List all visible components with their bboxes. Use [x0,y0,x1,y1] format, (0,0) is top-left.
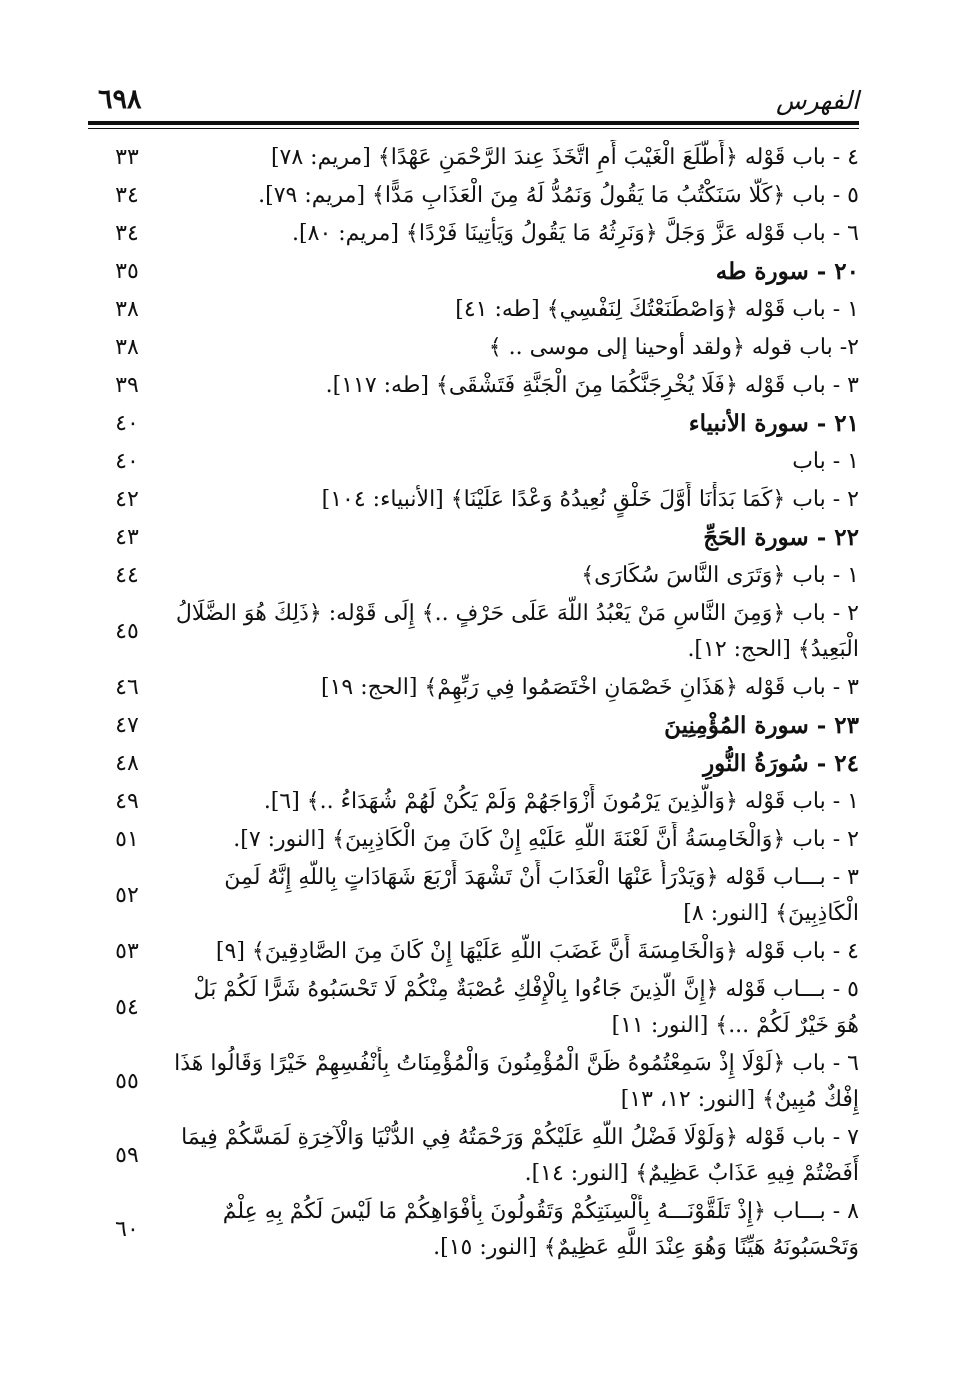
entry-page-number: ٤٢ [115,487,139,512]
entry-page-number: ٣٨ [115,297,139,322]
entry-page-number: ٤٦ [115,675,139,700]
entry-title: ١ - باب ﴿وَتَرَى النَّاسَ سُكَارَى﴾ [581,563,859,588]
entry-page-number: ٤٠ [115,411,139,436]
entry-title: ٣ - باب قَوْله ﴿هَذَانِ خَصْمَانِ اخْتَصَمُوا فِي رَبِّهِمْ﴾ [الحج: ١٩] [320,675,859,700]
surah-heading [88,746,859,784]
toc-entry [88,860,859,934]
toc-entry [88,972,859,1046]
surah-title: ٢٠ - سورة طه [715,258,859,285]
entry-title: ٧ - باب قَوْله ﴿وَلَوْلَا فَضْلُ اللَّهِ عَلَيْكُمْ وَرَحْمَتُهُ فِي الدُّنْيَا وَالْآخِرَةِ لَمَسَّكُمْ فِيمَا أَفَضْتُمْ فِيهِ عَذَابٌ عَظِيمٌ﴾ [النور: ١٤]. [181,1125,859,1186]
entry-title: ٣ - بـــاب قَوْله ﴿وَيَدْرَأُ عَنْهَا الْعَذَابَ أَنْ تَشْهَدَ أَرْبَعَ شَهَادَاتٍ بِاللَّهِ إِنَّهُ لَمِنَ الْكَاذِبِينَ﴾ [النور: ٨] [224,865,859,926]
entry-page-number: ٤٧ [115,713,139,738]
entry-page-number: ٥١ [115,827,139,852]
entry-title: ٦ - باب ﴿لَوْلَا إِذْ سَمِعْتُمُوهُ ظَنَّ الْمُؤْمِنُونَ وَالْمُؤْمِنَاتُ بِأَنْفُسِهِمْ خَيْرًا وَقَالُوا هَذَا إِفْكٌ مُبِينٌ﴾ [النور: ١٢، ١٣] [174,1051,859,1112]
entry-title: ٢ - باب ﴿وَمِنَ النَّاسِ مَنْ يَعْبُدُ اللَّهَ عَلَى حَرْفٍ ..﴾ إِلَى قَوْله: ﴿ذَلِكَ هُوَ الضَّلَالُ الْبَعِيدُ﴾ [الحج: ١٢]. [175,601,859,662]
entry-page-number: ٥٥ [115,1069,139,1094]
entry-page-number: ٤٣ [115,525,139,550]
table-of-contents [88,140,859,1268]
entry-title: ٦ - باب قَوْله عَزَّ وَجَلَّ ﴿وَنَرِثُهُ مَا يَقُولُ وَيَأْتِينَا فَرْدًا﴾ [مريم: ٨٠]. [292,221,859,246]
entry-title: ١ - باب قَوْله ﴿وَالَّذِينَ يَرْمُونَ أَزْوَاجَهُمْ وَلَمْ يَكُنْ لَهُمْ شُهَدَاءُ ..﴾ [٦]. [263,789,859,814]
entry-title: ٥ - باب ﴿كَلَّا سَنَكْتُبُ مَا يَقُولُ وَنَمُدُّ لَهُ مِنَ الْعَذَابِ مَدًّا﴾ [مريم: ٧٩]. [258,183,859,208]
entry-page-number: ٤٨ [115,751,139,776]
entry-page-number: ٣٨ [115,335,139,360]
surah-title: ٢٣ - سورة المُؤْمِنِينَ [664,712,859,739]
toc-entry [88,596,859,670]
toc-entry [88,670,859,708]
toc-entry [88,934,859,972]
entry-page-number: ٤٥ [115,619,139,644]
entry-title: ١ - باب [792,449,859,474]
header-rule-thick [88,121,859,125]
entry-title: ٢- باب قوله ﴿ولقد أوحينا إلى موسى .. ﴾ [488,335,859,360]
toc-entry [88,482,859,520]
toc-entry [88,1120,859,1194]
toc-entry [88,178,859,216]
surah-heading [88,708,859,746]
entry-title: ٤ - باب قَوْله ﴿أَطَّلَعَ الْغَيْبَ أَمِ اتَّخَذَ عِندَ الرَّحْمَنِ عَهْدًا﴾ [مريم: ٧٨] [270,145,859,170]
entry-page-number: ٤٠ [115,449,139,474]
surah-title: ٢٤ - سُورَةُ النُّورِ [703,750,859,777]
header-rule-thin [88,128,859,129]
page-header [88,82,859,118]
surah-heading [88,406,859,444]
page-number: ٦٩٨ [98,84,142,115]
entry-title: ٤ - باب قَوْله ﴿وَالْخَامِسَةَ أَنَّ غَضَبَ اللَّهِ عَلَيْهَا إِنْ كَانَ مِنَ الصَّادِقِينَ﴾ [٩] [215,939,859,964]
entry-page-number: ٣٩ [115,373,139,398]
surah-title: ٢٢ - سورة الحَجِّ [703,524,859,551]
entry-page-number: ٥٤ [115,995,139,1020]
toc-entry [88,1194,859,1268]
entry-title: ٢ - باب ﴿كَمَا بَدَأْنَا أَوَّلَ خَلْقٍ نُعِيدُهُ وَعْدًا عَلَيْنَا﴾ [الأنبياء: ١٠٤] [321,487,859,512]
toc-entry [88,784,859,822]
entry-page-number: ٦٠ [115,1217,139,1242]
toc-entry [88,140,859,178]
entry-title: ٥ - بـــاب قَوْله ﴿إِنَّ الَّذِينَ جَاءُوا بِالْإِفْكِ عُصْبَةٌ مِنْكُمْ لَا تَحْسَبُوهُ شَرًّا لَكُمْ بَلْ هُوَ خَيْرٌ لَكُمْ ...﴾ [النور: ١١] [193,977,859,1038]
entry-page-number: ٥٣ [115,939,139,964]
surah-heading [88,254,859,292]
entry-page-number: ٣٤ [115,183,139,208]
toc-entry [88,368,859,406]
toc-entry [88,1046,859,1120]
toc-entry [88,558,859,596]
entry-title: ٨ - بـــاب ﴿إِذْ تَلَقَّوْنَـــهُ بِأَلْسِنَتِكُمْ وَتَقُولُونَ بِأَفْوَاهِكُمْ مَا لَيْسَ لَكُمْ بِهِ عِلْمٌ وَتَحْسَبُونَهُ هَيِّنًا وَهُوَ عِنْدَ اللَّهِ عَظِيمٌ﴾ [النور: ١٥]. [222,1199,859,1260]
entry-page-number: ٤٩ [115,789,139,814]
entry-page-number: ٣٤ [115,221,139,246]
running-title: الفهرس [775,86,859,115]
entry-title: ٣ - باب قَوْله ﴿فَلَا يُخْرِجَنَّكُمَا مِنَ الْجَنَّةِ فَتَشْقَى﴾ [طه: ١١٧]. [325,373,859,398]
entry-title: ١ - باب قَوْله ﴿وَاصْطَنَعْتُكَ لِنَفْسِي﴾ [طه: ٤١] [455,297,859,322]
entry-page-number: ٣٥ [115,259,139,284]
toc-entry [88,216,859,254]
surah-heading [88,520,859,558]
toc-entry [88,330,859,368]
entry-page-number: ٤٤ [115,563,139,588]
toc-entry [88,292,859,330]
surah-title: ٢١ - سورة الأنبياء [688,410,859,437]
toc-entry [88,444,859,482]
entry-title: ٢ - باب ﴿وَالْخَامِسَةُ أَنَّ لَعْنَةَ اللَّهِ عَلَيْهِ إِنْ كَانَ مِنَ الْكَاذِبِينَ﴾ [النور: ٧]. [233,827,859,852]
entry-page-number: ٥٩ [115,1143,139,1168]
entry-page-number: ٥٢ [115,883,139,908]
entry-page-number: ٣٣ [115,145,139,170]
toc-entry [88,822,859,860]
